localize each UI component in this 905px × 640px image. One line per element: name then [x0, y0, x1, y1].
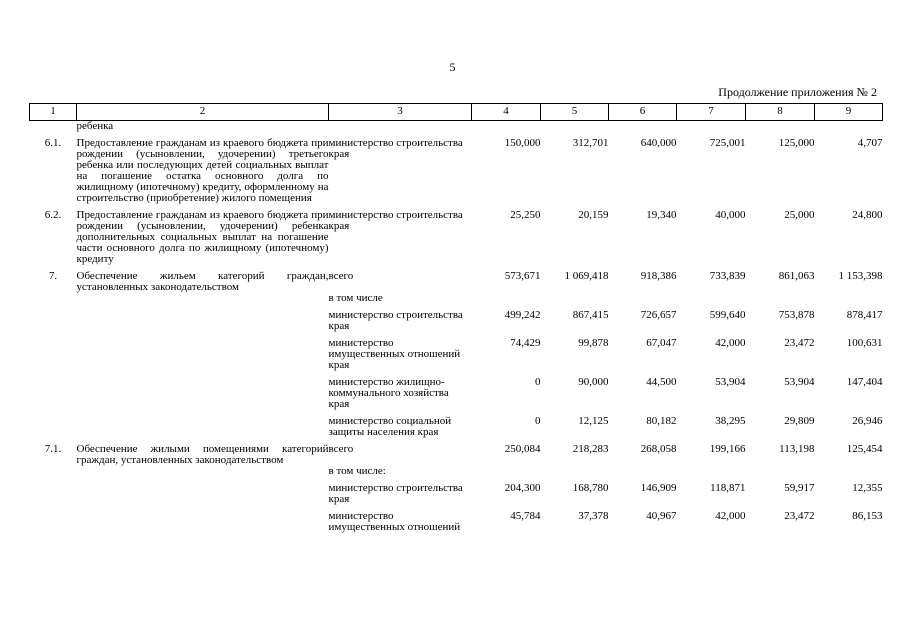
row-executor: министерство имущественных отношений края — [328, 337, 461, 371]
value-cell: 878,417 — [846, 309, 883, 321]
subheading-label: в том числе — [328, 292, 383, 304]
value-cell: 25,250 — [510, 209, 541, 221]
header-cell: 6 — [609, 104, 677, 121]
value-cell: 100,631 — [846, 337, 883, 349]
value-cell: 44,500 — [646, 376, 677, 388]
value-cell: 42,000 — [715, 510, 746, 522]
value-cell: 733,839 — [709, 270, 746, 282]
table-row — [30, 483, 883, 505]
value-cell: 12,125 — [578, 415, 609, 427]
value-cell: 23,472 — [784, 510, 815, 522]
row-name: Обеспечение жилыми помещениями категорий граждан, установленных законодательством — [76, 443, 329, 466]
value-cell: 125,000 — [778, 137, 815, 149]
value-cell: 40,967 — [646, 510, 677, 522]
value-cell: 4,707 — [857, 137, 883, 149]
value-cell: 113,198 — [779, 443, 815, 455]
row-number: 6.2. — [44, 209, 62, 221]
value-cell: 640,000 — [640, 137, 677, 149]
value-cell: 80,182 — [646, 415, 677, 427]
value-cell: 37,378 — [578, 510, 609, 522]
table-row — [30, 377, 883, 410]
value-cell: 268,058 — [640, 443, 677, 455]
value-cell: 99,878 — [578, 337, 609, 349]
value-cell: 0 — [535, 376, 541, 388]
row-executor: министерство строительства края — [328, 309, 463, 332]
value-cell: 146,909 — [640, 482, 677, 494]
row-number: 7.1. — [44, 443, 62, 455]
value-cell: 26,946 — [852, 415, 883, 427]
value-cell: 67,047 — [646, 337, 677, 349]
value-cell: 499,242 — [504, 309, 541, 321]
table-row — [30, 416, 883, 438]
value-cell: 150,000 — [504, 137, 541, 149]
row-name: Предоставление гражданам из краевого бюджета при рождении (усыновлении, удочерении) третьего ребенка или последующих детей социальных выплат на погашение остатка основного долга по жилищному (ипотечному) кредиту, оформленному на строительство (приобретение) жилого помещения — [76, 137, 329, 204]
value-cell: 725,001 — [709, 137, 746, 149]
value-cell: 147,404 — [846, 376, 883, 388]
table-row — [30, 444, 883, 466]
row-executor: министерство строительства края — [328, 209, 463, 232]
value-cell: 19,340 — [646, 209, 677, 221]
value-cell: 726,657 — [640, 309, 677, 321]
value-cell: 86,153 — [852, 510, 883, 522]
table-row — [30, 310, 883, 332]
table-row — [30, 210, 883, 265]
row-executor: министерство имущественных отношений — [328, 510, 461, 533]
value-cell: 40,000 — [715, 209, 746, 221]
value-cell: 25,000 — [784, 209, 815, 221]
header-cell: 4 — [472, 104, 541, 121]
row-executor: министерство жилищно-коммунального хозяйства края — [328, 376, 449, 410]
value-cell: 53,904 — [784, 376, 815, 388]
value-cell: 59,917 — [784, 482, 815, 494]
value-cell: 118,871 — [710, 482, 746, 494]
header-cell: 7 — [677, 104, 746, 121]
row-executor: всего — [328, 443, 354, 455]
value-cell: 204,300 — [504, 482, 541, 494]
value-cell: 199,166 — [709, 443, 746, 455]
value-cell: 250,084 — [504, 443, 541, 455]
value-cell: 23,472 — [784, 337, 815, 349]
value-cell: 53,904 — [715, 376, 746, 388]
value-cell: 599,640 — [709, 309, 746, 321]
value-cell: 753,878 — [778, 309, 815, 321]
header-cell: 8 — [746, 104, 815, 121]
value-cell: 29,809 — [784, 415, 815, 427]
value-cell: 125,454 — [846, 443, 883, 455]
value-cell: 861,063 — [778, 270, 815, 282]
subheading-row — [30, 293, 883, 304]
table-row — [30, 138, 883, 204]
value-cell: 42,000 — [715, 337, 746, 349]
subheading-label: в том числе: — [328, 465, 386, 477]
continuation-label: Продолжение приложения № 2 — [718, 85, 877, 99]
value-cell: 45,784 — [510, 510, 541, 522]
value-cell: 918,386 — [640, 270, 677, 282]
row-number: 7. — [48, 270, 58, 282]
header-row — [30, 104, 883, 121]
header-cell: 3 — [329, 104, 472, 121]
value-cell: 1 069,418 — [564, 270, 609, 282]
value-cell: 0 — [535, 415, 541, 427]
value-cell: 312,701 — [572, 137, 609, 149]
carryover-row — [30, 121, 883, 133]
carryover-text: ребенка — [76, 120, 114, 132]
value-cell: 24,800 — [852, 209, 883, 221]
value-cell: 38,295 — [715, 415, 746, 427]
value-cell: 74,429 — [510, 337, 541, 349]
value-cell: 218,283 — [572, 443, 609, 455]
row-executor: всего — [328, 270, 354, 282]
appendix-table — [29, 103, 883, 533]
header-cell: 2 — [77, 104, 329, 121]
row-executor: министерство социальной защиты населения края — [328, 415, 452, 438]
header-cell: 1 — [30, 104, 77, 121]
value-cell: 867,415 — [572, 309, 609, 321]
table-row — [30, 511, 883, 533]
subheading-row — [30, 466, 883, 477]
row-executor: министерство строительства края — [328, 482, 463, 505]
row-name: Предоставление гражданам из краевого бюджета при рождении (усыновлении, удочерении) ребенка дополнительных социальных выплат на погашение части основного долга по жилищному (ипотечному) кредиту — [76, 209, 329, 265]
value-cell: 168,780 — [572, 482, 609, 494]
row-executor: министерство строительства края — [328, 137, 463, 160]
row-number: 6.1. — [44, 137, 62, 149]
value-cell: 20,159 — [578, 209, 609, 221]
header-cell: 5 — [541, 104, 609, 121]
value-cell: 1 153,398 — [838, 270, 883, 282]
page-number: 5 — [449, 60, 456, 74]
value-cell: 90,000 — [578, 376, 609, 388]
table-row — [30, 271, 883, 293]
value-cell: 573,671 — [504, 270, 541, 282]
value-cell: 12,355 — [852, 482, 883, 494]
table-row — [30, 338, 883, 371]
header-cell: 9 — [815, 104, 883, 121]
row-name: Обеспечение жильем категорий граждан, установленных законодательством — [76, 270, 329, 293]
